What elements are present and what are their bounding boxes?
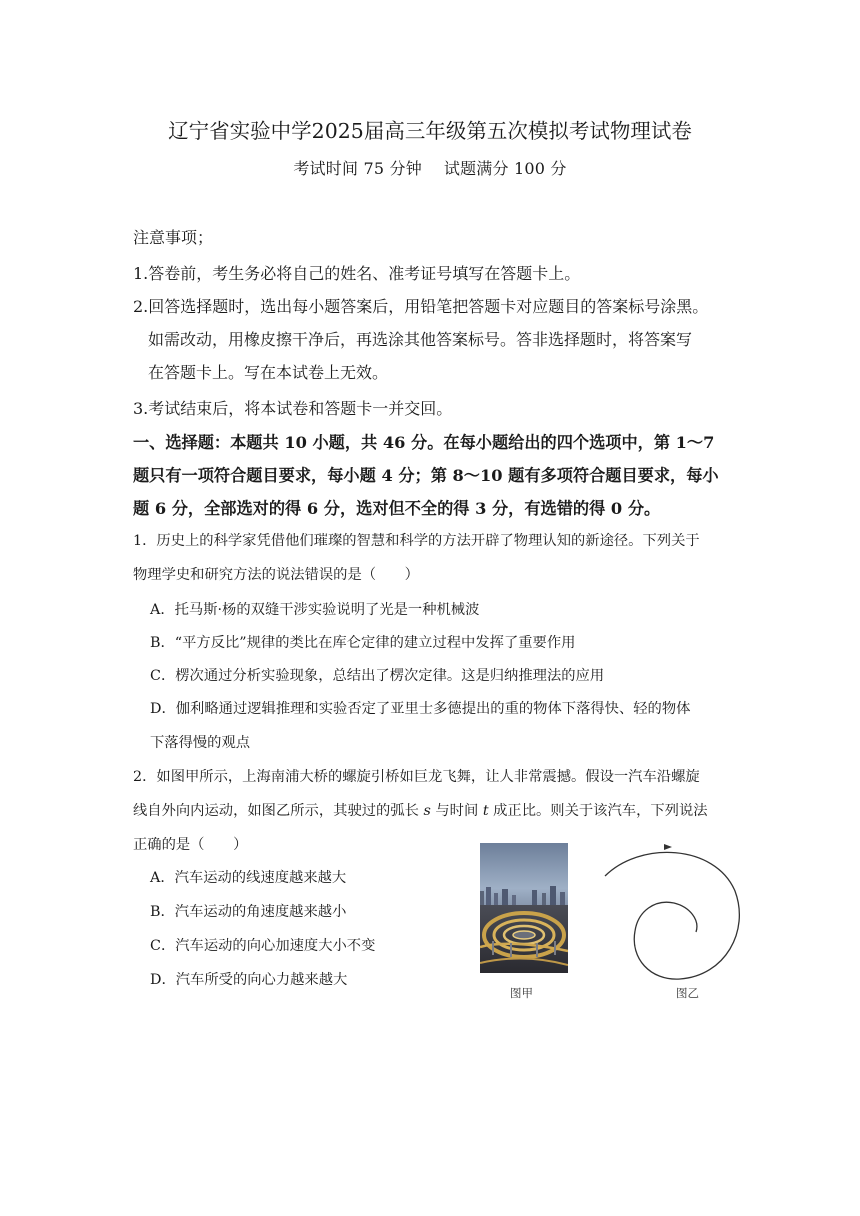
variable-s: s: [423, 803, 431, 819]
bridge-photo-illustration: [480, 843, 568, 973]
section-heading-cont: 题只有一项符合题目要求，每小题 4 分；第 8～10 题有多项符合题目要求，每小: [133, 466, 719, 485]
section-heading-cont2: 题 6 分，全部选对的得 6 分，选对但不全的得 3 分，有选错的得 0 分。: [133, 499, 661, 518]
stem-text: 线自外向内运动，如图乙所示，其驶过的弧长: [133, 803, 424, 819]
page-title: 辽宁省实验中学2025届高三年级第五次模拟考试物理试卷: [168, 119, 692, 143]
question-1-stem-cont: 物理学史和研究方法的说法错误的是（ ）: [133, 567, 419, 583]
stem-text: 与时间: [430, 803, 483, 819]
notes-item-2-cont2: 在答题卡上。写在本试卷上无效。: [148, 363, 389, 382]
question-2-option-c: C．汽车运动的向心加速度大小不变: [150, 938, 376, 954]
notes-item-3: 3.考试结束后，将本试卷和答题卡一并交回。: [133, 399, 453, 418]
exam-time: 考试时间 75 分钟: [293, 159, 422, 178]
notes-item-2: 2.回答选择题时，选出每小题答案后，用铅笔把答题卡对应题目的答案标号涂黑。: [133, 297, 709, 316]
full-score: 试题满分 100 分: [443, 159, 567, 178]
question-1-option-d: D．伽利略通过逻辑推理和实验否定了亚里士多德提出的重的物体下落得快、轻的物体: [150, 701, 691, 717]
question-2-stem: 2．如图甲所示，上海南浦大桥的螺旋引桥如巨龙飞舞，让人非常震撼。假设一汽车沿螺旋: [133, 769, 700, 785]
question-1-option-a: A．托马斯·杨的双缝干涉实验说明了光是一种机械波: [150, 602, 480, 618]
figure-b-caption: 图乙: [676, 986, 699, 1000]
notes-item-2-cont: 如需改动，用橡皮擦干净后，再选涂其他答案标号。答非选择题时，将答案写: [148, 330, 693, 349]
question-1-option-c: C．楞次通过分析实验现象，总结出了楞次定律。这是归纳推理法的应用: [150, 668, 605, 684]
bridge-photo: [480, 843, 568, 973]
spiral-path: [605, 852, 739, 979]
question-1-option-b: B．“平方反比”规律的类比在库仑定律的建立过程中发挥了重要作用: [150, 635, 576, 651]
section-heading: 一、选择题：本题共 10 小题，共 46 分。在每小题给出的四个选项中，第 1～7: [133, 433, 715, 452]
figure-a-caption: 图甲: [510, 986, 533, 1000]
spiral-diagram: [590, 836, 760, 986]
question-1-option-d-cont: 下落得慢的观点: [150, 735, 251, 751]
notes-heading: 注意事项；: [133, 228, 214, 247]
variable-t: t: [482, 803, 489, 819]
question-2-option-a: A．汽车运动的线速度越来越大: [150, 870, 347, 886]
stem-text: 成正比。则关于该汽车，下列说法: [488, 803, 708, 819]
exam-info: [0, 156, 860, 179]
question-1-stem: 1．历史上的科学家凭借他们璀璨的智慧和科学的方法开辟了物理认知的新途径。下列关于: [133, 533, 700, 549]
question-2-option-d: D．汽车所受的向心力越来越大: [150, 972, 348, 988]
notes-item-1: 1.答卷前，考生务必将自己的姓名、准考证号填写在答题卡上。: [133, 264, 581, 283]
question-2-stem-cont2: 正确的是（ ）: [133, 837, 248, 853]
arrow-head-icon: [664, 844, 672, 850]
question-2-stem-cont: [133, 800, 708, 820]
question-2-option-b: B．汽车运动的角速度越来越小: [150, 904, 347, 920]
